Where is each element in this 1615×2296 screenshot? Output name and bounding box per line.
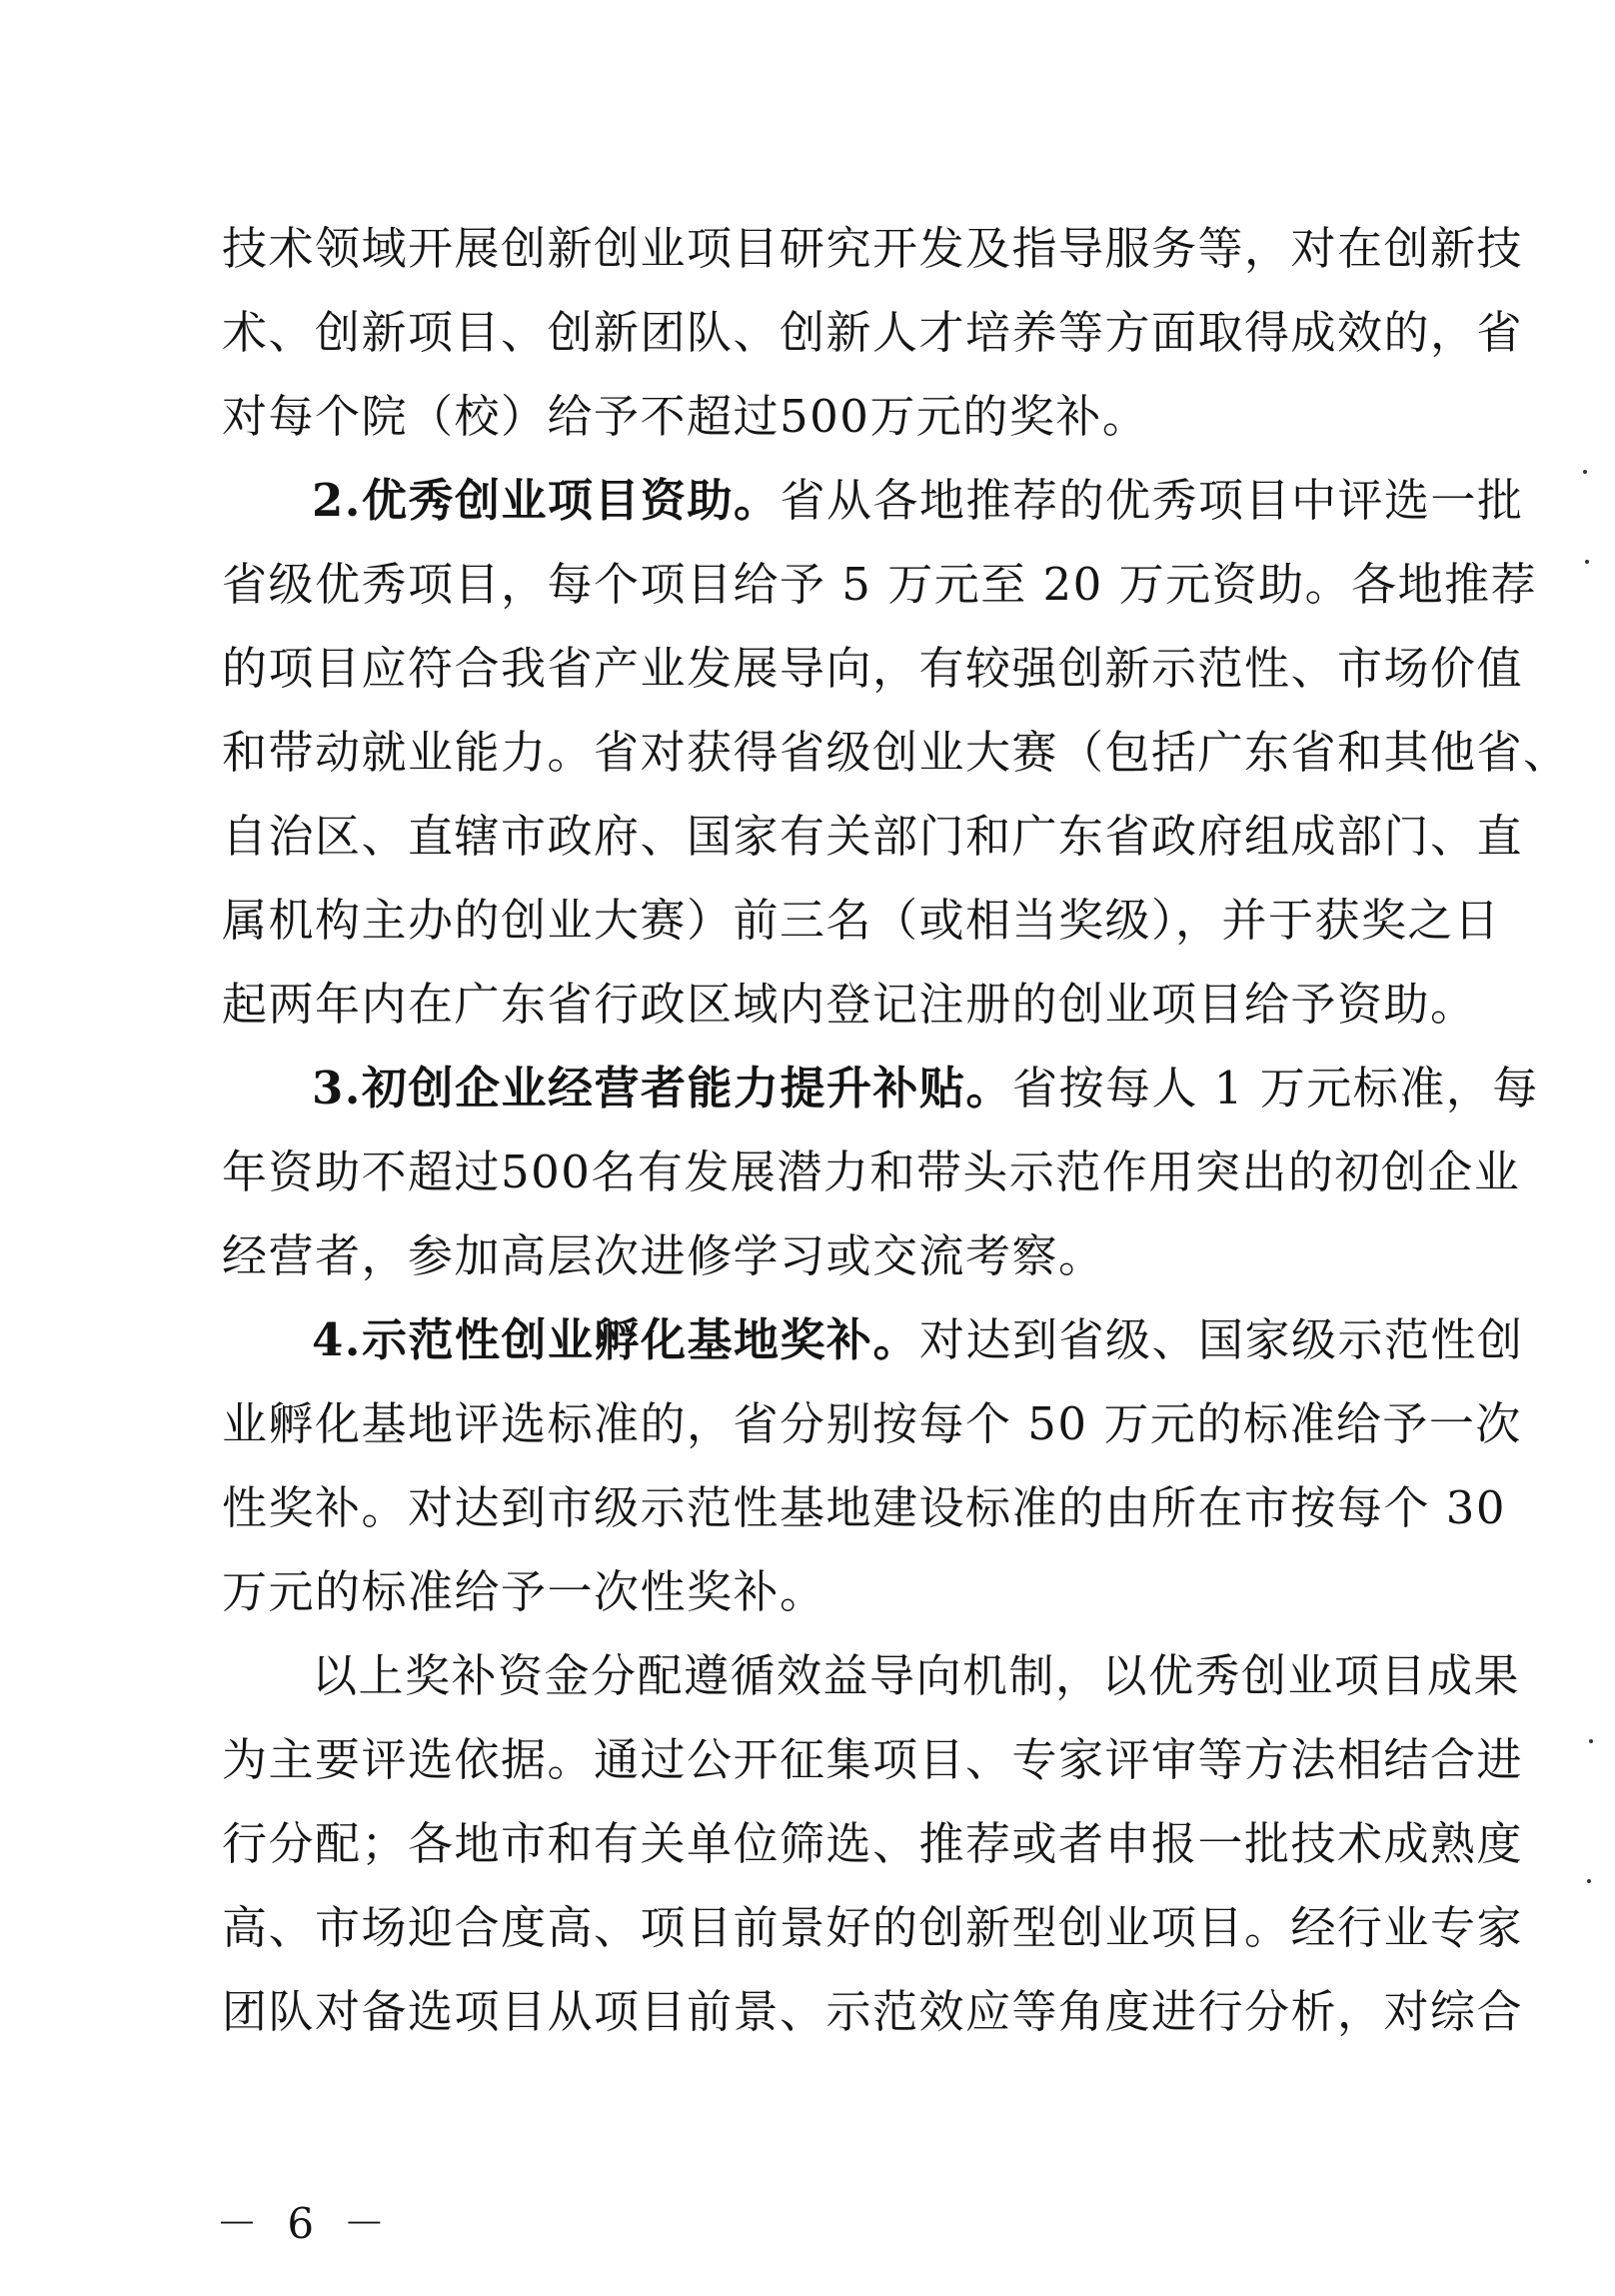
line-text: 性奖补。对达到市级示范性基地建设标准的由所在市按每个 30 [222, 1481, 1507, 1534]
paragraph-line [222, 1466, 1507, 1550]
line-text: 经营者，参加高层次进修学习或交流考察。 [222, 1229, 1105, 1282]
paragraph-line [222, 1131, 1521, 1214]
paragraph-line [222, 879, 1501, 963]
paragraph-line [222, 627, 1524, 711]
paragraph-line [222, 1886, 1524, 1970]
line-text: 技术领域开展创新创业项目研究开发及指导服务等，对在创新技 [222, 222, 1524, 275]
line-text: 年资助不超过500名有发展潜力和带头示范作用突出的初创企业 [222, 1146, 1521, 1198]
section-heading: 2.优秀创业项目资助。 [312, 474, 781, 527]
paragraph-line [222, 1550, 1461, 1634]
line-text: 的项目应符合我省产业发展导向，有较强创新示范性、市场价值 [222, 642, 1524, 695]
paragraph-line [222, 963, 1477, 1047]
paragraph-line [222, 291, 1524, 375]
section-heading: 3.初创企业经营者能力提升补贴。 [312, 1062, 1012, 1115]
line-text: 行分配；各地市和有关单位筛选、推荐或者申报一批技术成熟度 [222, 1817, 1524, 1870]
line-text: 属机构主办的创业大赛）前三名（或相当奖级），并于获奖之日 [222, 894, 1501, 947]
line-text: 省按每人 1 万元标准，每 [1011, 1062, 1539, 1115]
paragraph-line [222, 543, 1538, 627]
paragraph-line [312, 1047, 1539, 1131]
line-text: 术、创新项目、创新团队、创新人才培养等方面取得成效的，省 [222, 306, 1524, 359]
paragraph-line [222, 1214, 1461, 1298]
line-text: 省从各地推荐的优秀项目中评选一批 [780, 474, 1524, 527]
paragraph-line [222, 207, 1524, 291]
scan-speck [1587, 1879, 1591, 1883]
paragraph-line [222, 375, 1461, 459]
line-text: 和带动就业能力。省对获得省级创业大赛（包括广东省和其他省、 [222, 726, 1570, 779]
line-text: 以上奖补资金分配遵循效益导向机制，以优秀创业项目成果 [312, 1649, 1521, 1702]
paragraph-line [312, 1298, 1524, 1382]
line-text: 为主要评选依据。通过公开征集项目、专家评审等方法相结合进 [222, 1733, 1524, 1786]
line-text: 团队对备选项目从项目前景、示范效应等角度进行分析，对综合 [222, 1985, 1524, 2038]
paragraph-line [222, 1970, 1524, 2054]
paragraph-line [312, 1634, 1521, 1718]
line-text: 万元的标准给予一次性奖补。 [222, 1565, 826, 1618]
section-heading: 4.示范性创业孵化基地奖补。 [312, 1313, 919, 1366]
paragraph-line [222, 1382, 1522, 1466]
scan-speck [1589, 1739, 1593, 1743]
paragraph-line [222, 711, 1570, 795]
line-text: 自治区、直辖市政府、国家有关部门和广东省政府组成部门、直 [222, 810, 1524, 863]
line-text: 起两年内在广东省行政区域内登记注册的创业项目给予资助。 [222, 978, 1477, 1031]
line-text: 对达到省级、国家级示范性创 [918, 1313, 1524, 1366]
line-text: 对每个院（校）给予不超过500万元的奖补。 [222, 390, 1149, 443]
line-text: 业孵化基地评选标准的，省分别按每个 50 万元的标准给予一次 [222, 1397, 1522, 1450]
paragraph-line [222, 795, 1524, 879]
paragraph-line [222, 1802, 1524, 1886]
line-text: 高、市场迎合度高、项目前景好的创新型创业项目。经行业专家 [222, 1901, 1524, 1954]
scan-speck [1585, 560, 1589, 564]
page-number: － 6 － [216, 2199, 394, 2248]
paragraph-line [222, 1718, 1524, 1802]
line-text: 省级优秀项目，每个项目给予 5 万元至 20 万元资助。各地推荐 [222, 558, 1538, 611]
paragraph-line [312, 459, 1524, 543]
scan-speck [1583, 470, 1587, 474]
